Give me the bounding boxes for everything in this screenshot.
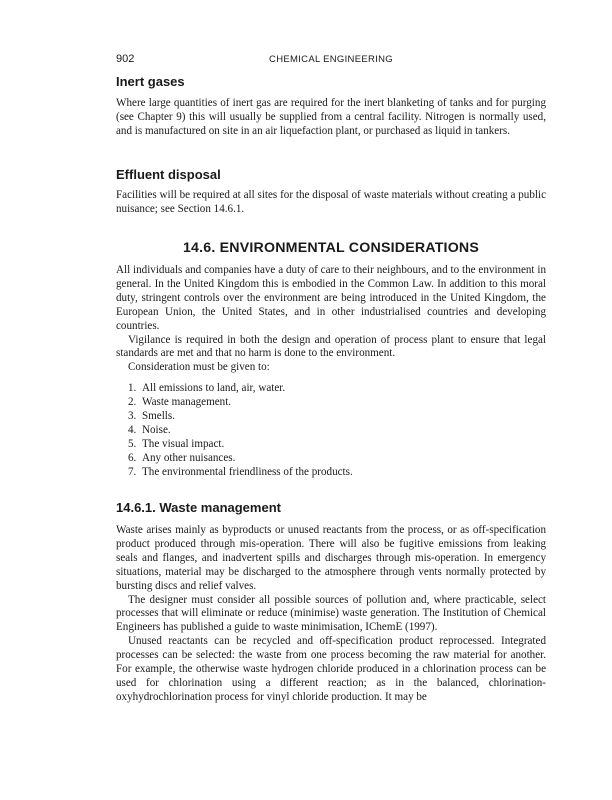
list-item: 1. All emissions to land, air, water. — [128, 382, 286, 395]
waste-heading: 14.6.1. Waste management — [116, 500, 281, 515]
waste-paragraph-2: The designer must consider all possible sources of pollution and, where practicable, select processes that will eliminate or reduce (minimise) waste generation. The Institution of Chemical Engineers has published a guide to waste minimisation, IChemE (1997). — [116, 593, 546, 634]
inert-gases-paragraph: Where large quantities of inert gas are required for the inert blanketing of tanks and for purging (see Chapter 9) this will usually be supplied from a central facility. Nitrogen is normally used, and is manufactured on site in an air liquefaction plant, or purchased as liquid in tankers. — [116, 97, 546, 137]
page-number: 902 — [116, 53, 135, 65]
waste-paragraph-3: Unused reactants can be recycled and off-specification product reprocessed. Integrated processes can be selected: the waste from one process becoming the raw material for another. For example, the otherwise waste hydrogen chloride produced in a chlorination process can be used for chlorination using a different reaction; as in the balanced, chlorination-oxyhydrochlorination process for vinyl chloride production. It may be — [116, 635, 546, 703]
waste-paragraph-1: Waste arises mainly as byproducts or unused reactants from the process, or as off-specification product produced through mis-operation. There will also be fugitive emissions from leaking seals and flanges, and inadvertent spills and discharges through mis-operation. In emergency situations, material may be discharged to the atmosphere through vents normally protected by bursting discs and relief valves. — [116, 524, 546, 592]
effluent-heading: Effluent disposal — [116, 167, 221, 182]
section-heading: 14.6. ENVIRONMENTAL CONSIDERATIONS — [182, 240, 480, 256]
list-item: 6. Any other nuisances. — [128, 451, 236, 464]
effluent-section — [116, 167, 546, 217]
list-item: 2. Waste management. — [128, 396, 232, 409]
section-paragraph-2: Vigilance is required in both the design and operation of process plant to ensure that legal standards are met and that no harm is done to the environment. — [116, 333, 546, 360]
waste-management-section — [116, 500, 546, 705]
list-item: 5. The visual impact. — [128, 437, 225, 450]
inert-gases-heading: Inert gases — [116, 74, 185, 89]
running-header — [116, 53, 546, 67]
considerations-list — [128, 382, 546, 479]
running-title: CHEMICAL ENGINEERING — [269, 54, 393, 65]
inert-gases-section — [116, 74, 546, 139]
environmental-section — [116, 240, 546, 480]
effluent-paragraph: Facilities will be required at all sites for the disposal of waste materials without creating a public nuisance; see Section 14.6.1. — [116, 189, 546, 215]
list-item: 3. Smells. — [128, 410, 175, 423]
section-paragraph-3: Consideration must be given to: — [128, 361, 270, 374]
list-item: 4. Noise. — [128, 423, 171, 436]
section-paragraph-1: All individuals and companies have a duty of care to their neighbours, and to the environment in general. In the United Kingdom this is embodied in the Common Law. In addition to this moral duty, stringent controls over the environment are being introduced in the United Kingdom, the European Union, the United States, and in other industrialised countries and developing countries. — [116, 264, 546, 332]
list-item: 7. The environmental friendliness of the products. — [128, 465, 353, 478]
